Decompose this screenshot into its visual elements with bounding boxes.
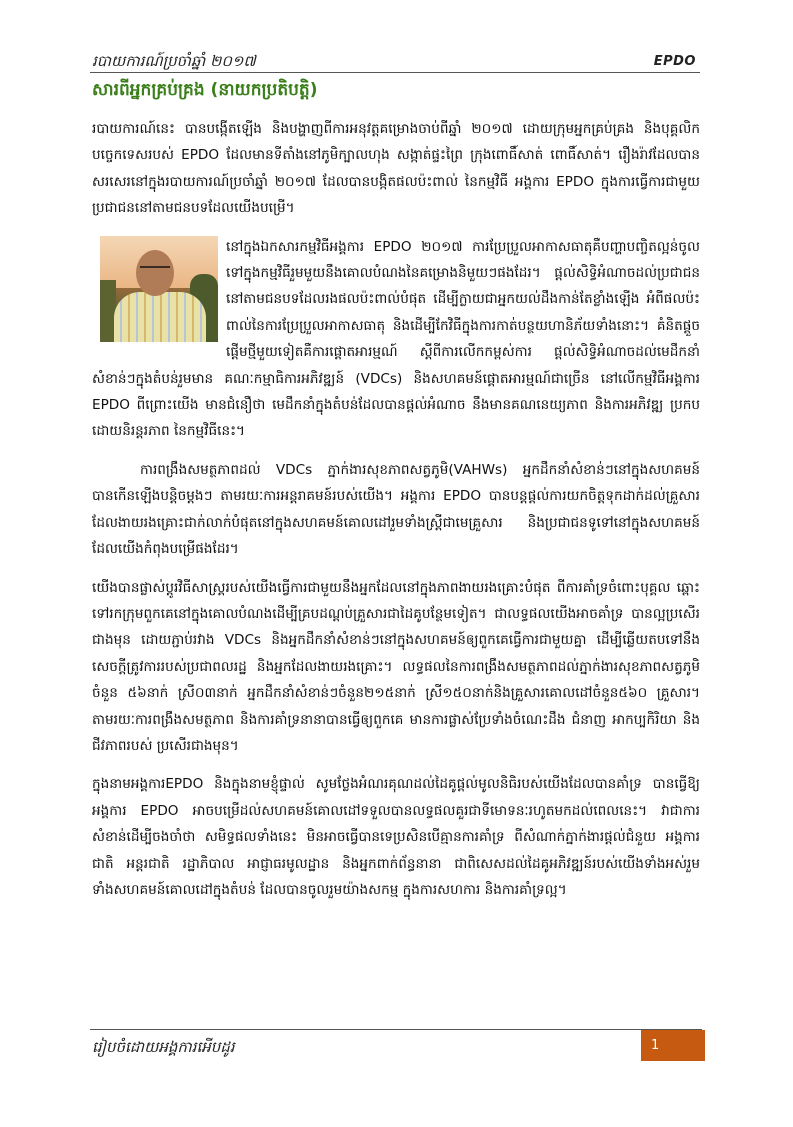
header-divider	[90, 72, 700, 73]
report-title: របាយការណ៍ប្រចាំឆ្នាំ ២០១៧	[92, 52, 256, 70]
portrait-photo	[100, 236, 218, 342]
section-title: សារពីអ្នកគ្រប់គ្រង (នាយកប្រតិបត្តិ)	[92, 80, 318, 100]
org-name: EPDO	[653, 54, 696, 69]
paragraph-2	[92, 234, 700, 445]
footer-divider	[90, 1029, 702, 1030]
paragraph-3-text: ការពង្រឹងសមត្ថភាពដល់ VDCs ភ្នាក់ងារសុខភាពសត្វភូមិ(VAHWs) អ្នកដឹកនាំសំខាន់ៗនៅក្នុងសហគមន៍ បានកើនឡើងបន្តិចម្តងៗ តាមរយៈការអន្តរាគមន៍របស់យើង។ អង្គការ EPDO បានបន្តផ្តល់ការយកចិត្តទុកដាក់ដល់គ្រួសារដែលងាយរងគ្រោះជាក់លាក់បំផុតនៅក្នុងសហគមន៍គោលដៅរួមទាំងស្ត្រីជាមេគ្រួសារ និងប្រជាជនទូទៅនៅក្នុងសហគមន៍ដែលយើងកំពុងបម្រើផងដែរ។	[92, 461, 700, 558]
paragraph-5	[92, 771, 700, 903]
paragraph-3	[92, 457, 700, 563]
paragraph-4-text: យើងបានផ្លាស់ប្តូរវិធីសាស្ត្ររបស់យើងធ្វើការជាមួយនឹងអ្នកដែលនៅក្នុងភាពងាយរងគ្រោះបំផុត ពីការគាំទ្រចំពោះបុគ្គល ឆ្ពោះទៅរកក្រុមពួកគេនៅក្នុងគោលបំណងដើម្បីគ្របដណ្តប់គ្រួសារជាដៃគូបន្ថែមទៀត។ ជាលទ្ធផលយើងអាចគាំទ្រ បានល្អប្រសើរជាងមុន ដោយភ្ជាប់រវាង VDCs និងអ្នកដឹកនាំសំខាន់ៗនៅក្នុងសហគមន៍ឲ្យពួកគេធ្វើការជាមួយគ្នា ដើម្បីឆ្លើយតបទៅនឹងសេចក្តីត្រូវការរបស់ប្រជាពលរដ្ឋ និងអ្នកដែលងាយរងគ្រោះ។ លទ្ធផលនៃការពង្រឹងសមត្ថភាពដល់ភ្នាក់ងារសុខភាពសត្វភូមិចំនួន ៥៦នាក់ ស្រី០៣នាក់ អ្នកដឹកនាំសំខាន់ៗចំនួន២១៥នាក់ ស្រី១៥០នាក់និងគ្រួសារគោលដៅចំនួន៥៦០ គ្រួសារ។ តាមរយៈការពង្រឹងសមត្ថភាព និងការគាំទ្រនានាបានធ្វើឲ្យពួកគេ មានការផ្លាស់ប្រែទាំងចំណេះដឹង ជំនាញ អាកប្បកិរិយា និងជីវភាពរបស់ ប្រសើរជាងមុន។	[92, 579, 700, 754]
paragraph-1-text: របាយការណ៍នេះ បានបង្កើតឡើង និងបង្ហាញពីការអនុវត្តគម្រោងចាប់ពីឆ្នាំ ២០១៧ ដោយក្រុមអ្នកគ្រប់គ្រង និងបុគ្គលិកបច្ចេកទេសរបស់ EPDO ដែលមានទីតាំងនៅភូមិក្បាលហុង សង្កាត់ផ្ទះព្រៃ ក្រុងពោធិ៍សាត់ ពោធិ៍សាត់។ រឿងរ៉ាវដែលបានសរសេរនៅក្នុងរបាយការណ៍ប្រចាំឆ្នាំ ២០១៧ ដែលបានបង្កិតផលប៉ះពាល់ នៃកម្មវិធី អង្គការ EPDO ក្នុងការធ្វើការជាមួយប្រជាជននៅតាមជនបទដែលយើងបម្រើ។	[92, 121, 700, 217]
paragraph-1	[92, 116, 700, 222]
footer-prepared-by: រៀបចំដោយអង្គការអេីបដូរ	[92, 1038, 235, 1056]
page-number: 1	[641, 1030, 705, 1061]
paragraph-2-text: នៅក្នុងឯកសារកម្មវិធីអង្គការ EPDO ២០១៧ ការប្រែប្រួលអាកាសធាតុគឺបញ្ហាបញ្ចិតល្អន់ចូលទៅក្នុងកម្មវិធីរួមមួយនឹងគោលបំណងនៃគម្រោងនិមួយៗផងដែរ។ ផ្តល់សិទ្ធិអំណាចដល់ប្រជាជននៅតាមជនបទដែលរងផលប៉ះពាល់បំផុត ដើម្បីក្លាយជាអ្នកយល់ដឹងកាន់តែខ្លាំងឡើង អំពីផលប៉ះពាល់នៃការប្រែប្រួលអាកាសធាតុ និងដើម្បីកែវិធីក្នុងការកាត់បន្ថយហានិភ័យទាំងនោះ។ គំនិតផ្តួចផ្តើមថ្មីមួយទៀតគឺការផ្តោតអារម្មណ៍ ស្តីពីការលើកកម្ពស់ការ ផ្តល់សិទ្ធិអំណាចដល់មេដឹកនាំសំខាន់ៗក្នុងតំបន់រួមមាន គណៈកម្មាធិការអភិវឌ្ឍន៍ (VDCs) និងសហគមន៍ផ្តោតអារម្មណ៍ជាច្រើន នៅលើកម្មវិធីអង្គការ EPDO ពីព្រោះយើង មានជំនឿថា មេដឹកនាំក្នុងតំបន់ដែលបានផ្តល់អំណាច នឹងមានគណនេយ្យភាព និងការអភិវឌ្ឍ ប្រកបដោយនិរន្តរភាព នៃកម្មវិធីនេះ។	[92, 238, 700, 440]
paragraph-4	[92, 575, 700, 760]
page-header	[92, 50, 698, 72]
document-body	[92, 116, 700, 915]
paragraph-5-text: ក្នុងនាមអង្គការEPDO និងក្នុងនាមខ្ញុំផ្ទាល់ សូមថ្លែងអំណរគុណដល់ដៃគូផ្តល់មូលនិធិរបស់យើងដែលបានគាំទ្រ បានធ្វើឱ្យអង្គការ EPDO អាចបម្រើដល់សហគមន៍គោលដៅទទួលបានលទ្ធផលគួរជាទីមោទនៈរហូតមកដល់ពេលនេះ។ វាជាការសំខាន់ដើម្បីចងចាំថា សមិទ្ធផលទាំងនេះ មិនអាចធ្វើបានទេប្រសិនបើគ្មានការគាំទ្រ ពីសំណាក់ភ្នាក់ងារផ្តល់ជំនួយ អង្គការជាតិ អន្តរជាតិ រដ្ឋាភិបាល អាជ្ញាធរមូលដ្ឋាន និងអ្នកពាក់ព័ន្ធនានា ជាពិសេសដល់ដៃគូអភិវឌ្ឍន៍របស់យើងទាំងអស់រួមទាំងសហគមន៍គោលដៅក្នុងតំបន់ ដែលបានចូលរួមយ៉ាងសកម្ម ក្នុងការសហការ និងការគាំទ្រល្អ។	[92, 776, 700, 898]
